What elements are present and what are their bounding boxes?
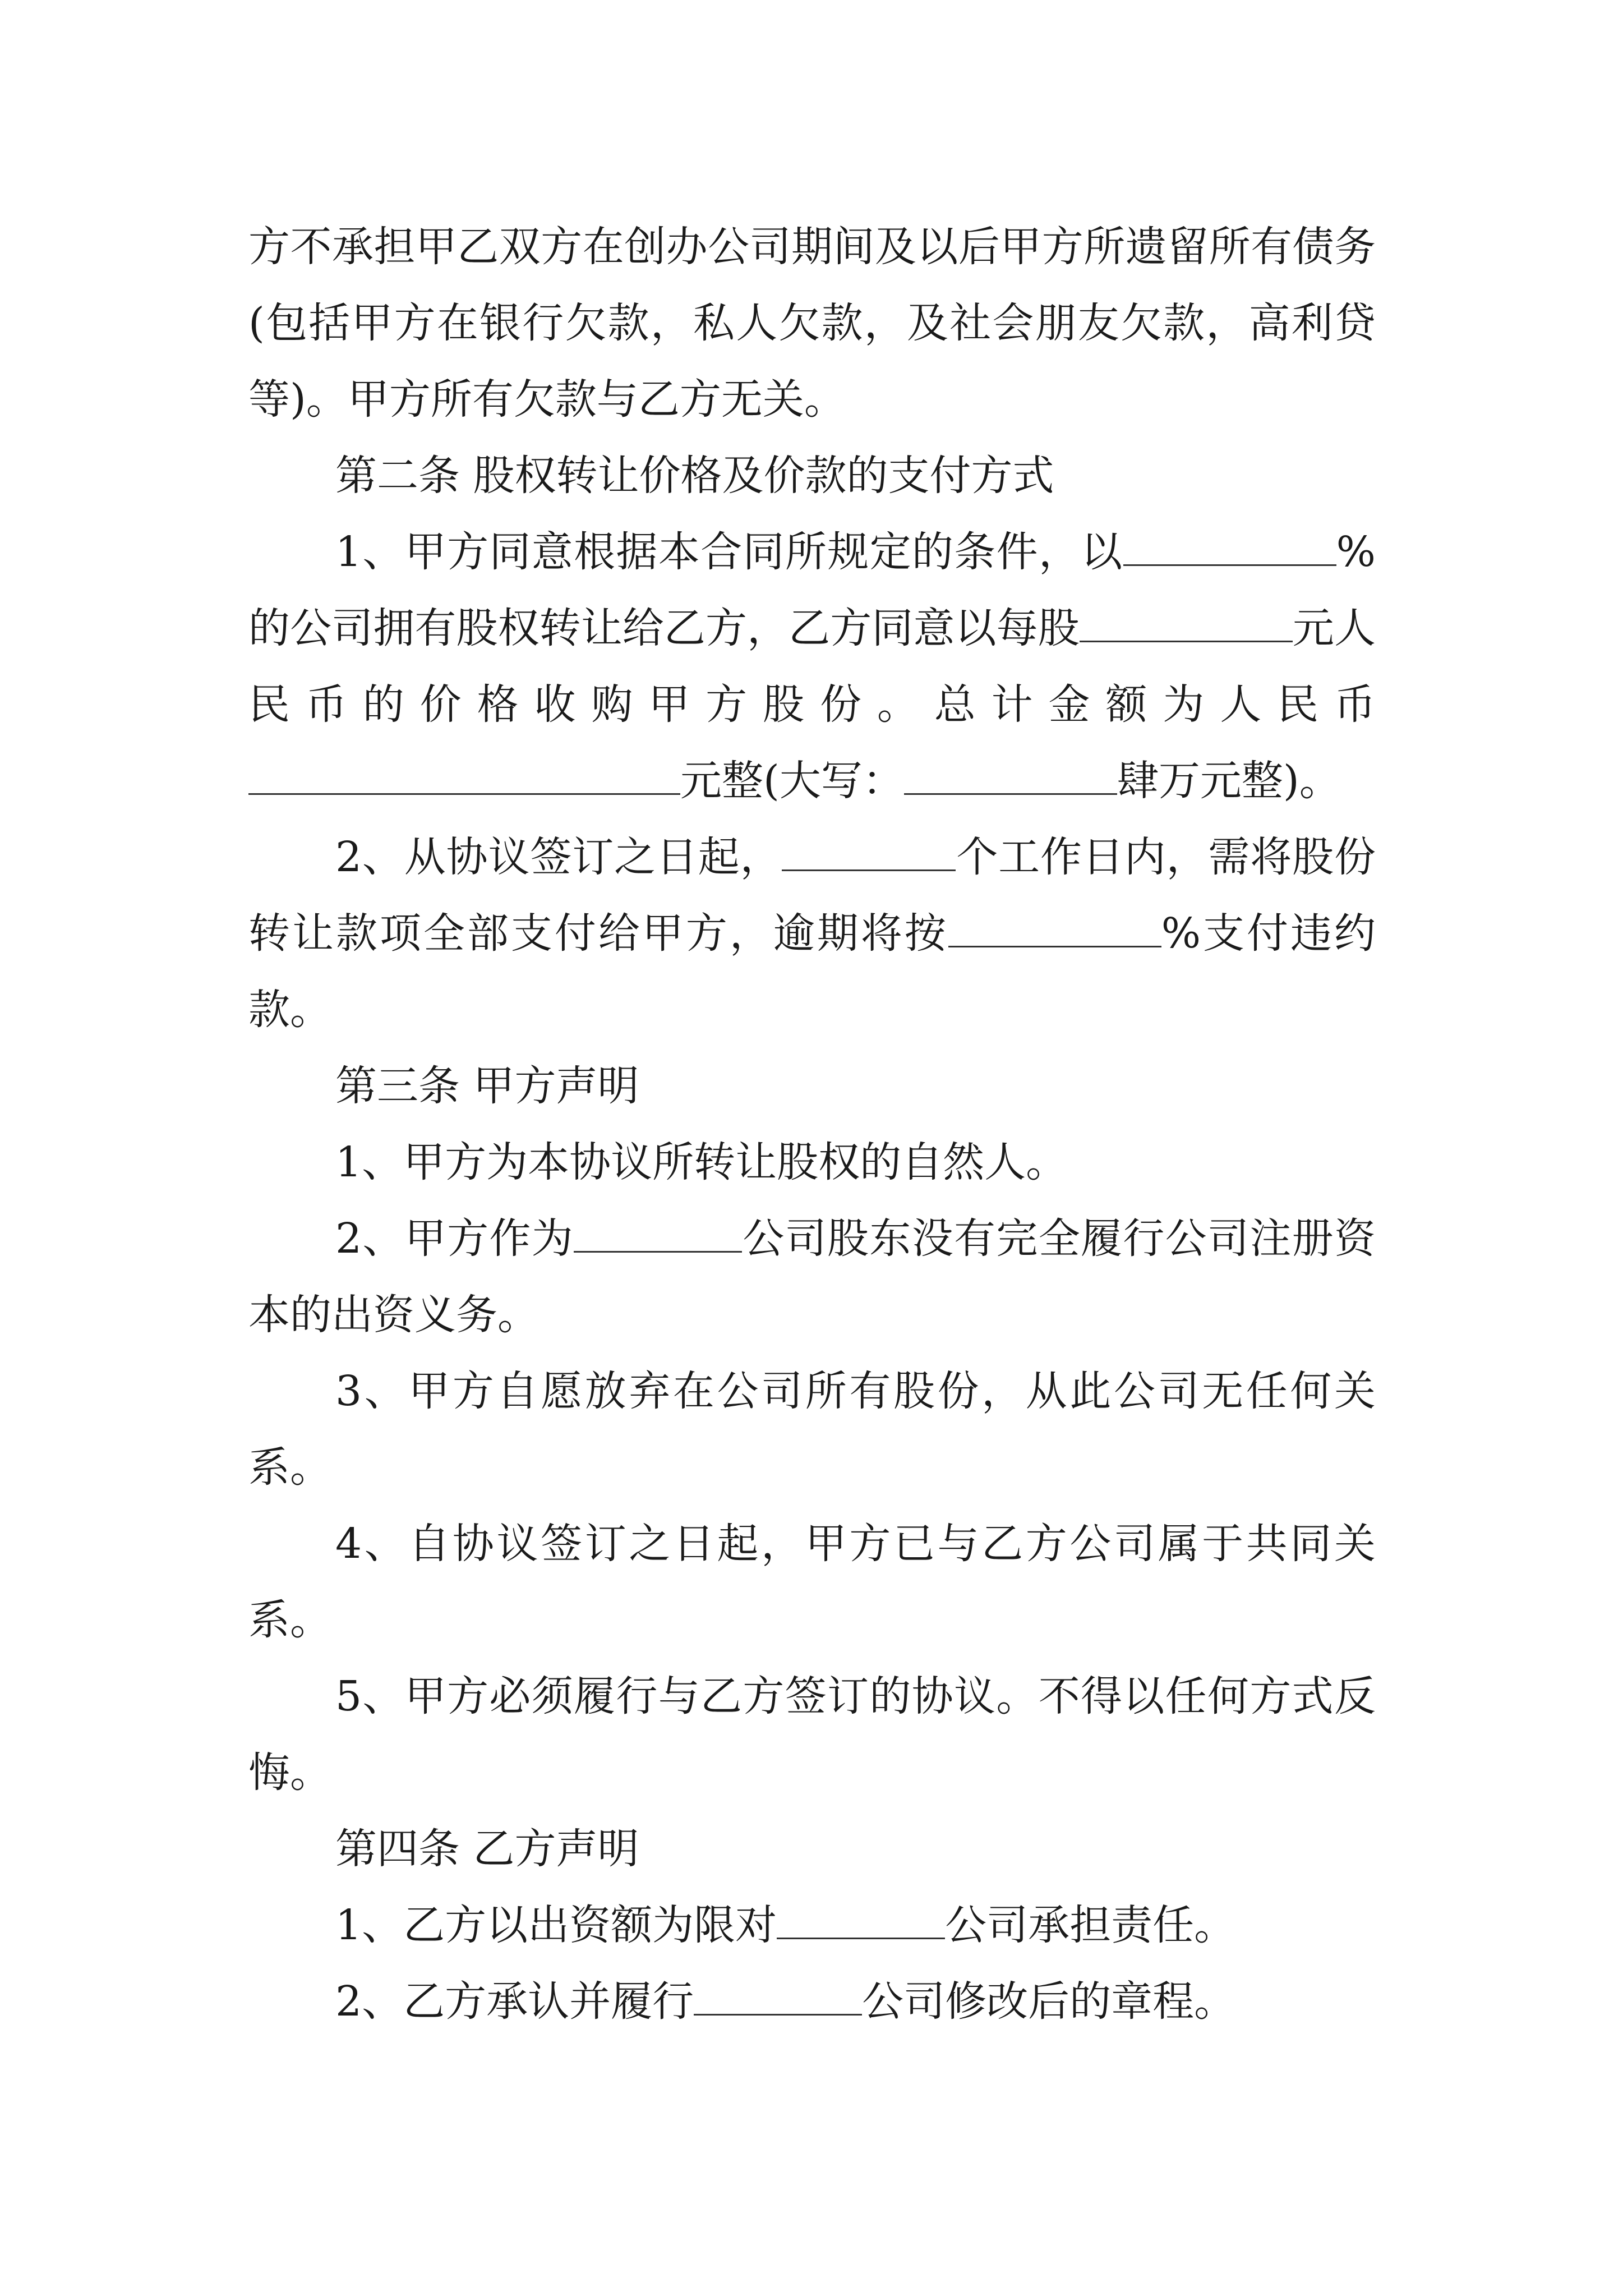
text-segment: 元人民币的价格收购甲方股份。总计金额为人民币 — [248, 604, 1376, 729]
heading-article-2: 第二条 股权转让价格及价款的支付方式 — [335, 452, 1054, 500]
paragraph-debt-clause: 方不承担甲乙双方在创办公司期间及以后甲方所遗留所有债务(包括甲方在银行欠款，私人欠款，及社会朋友欠款，高利贷等)。甲方所有欠款与乙方无关。 — [248, 223, 1376, 424]
paragraph-3-1: 1、甲方为本协议所转让股权的自然人。 — [335, 1138, 1068, 1186]
paragraph-3-5: 5、甲方必须履行与乙方签订的协议。不得以任何方式反悔。 — [248, 1672, 1376, 1797]
text-segment: 2、从协议签订之日起， — [335, 833, 782, 881]
blank-line — [574, 1217, 742, 1253]
paragraph-2-2 — [248, 819, 1376, 1048]
paragraph-4-2 — [248, 1963, 1376, 2040]
text-segment: %的公司拥有股权转让给乙方，乙方同意以每股 — [248, 528, 1376, 652]
blank-line — [694, 1980, 862, 2016]
text-segment: 2、甲方作为 — [335, 1214, 574, 1263]
blank-line — [777, 1904, 945, 1939]
document-body — [248, 209, 1376, 2040]
blank-line — [248, 760, 680, 795]
blank-line — [1080, 607, 1293, 642]
text-segment: 公司承担责任。 — [945, 1901, 1236, 1949]
paragraph-3-3: 3、甲方自愿放弃在公司所有股份，从此公司无任何关系。 — [248, 1367, 1376, 1492]
heading-article-4: 第四条 乙方声明 — [335, 1825, 639, 1873]
text-segment: 公司股东没有完全履行公司注册资本的出资义务。 — [248, 1214, 1376, 1339]
text-segment: 1、甲方同意根据本合同所规定的条件，以 — [335, 528, 1123, 576]
text-segment: 公司修改后的章程。 — [862, 1977, 1236, 2026]
text-segment: 2、乙方承认并履行 — [335, 1977, 694, 2026]
text-segment: %支付违约款。 — [248, 909, 1376, 1034]
text-segment: 肆万元整)。 — [1117, 757, 1341, 805]
paragraph-4-1 — [248, 1887, 1376, 1963]
text-segment: 1、乙方以出资额为限对 — [335, 1901, 777, 1949]
text-segment: 个工作日内，需将股份转让款项全部支付给甲方，逾期将按 — [248, 833, 1376, 958]
paragraph-3-2 — [248, 1200, 1376, 1353]
heading-article-3: 第三条 甲方声明 — [335, 1062, 639, 1110]
blank-line — [782, 836, 956, 871]
paragraph-2-1 — [248, 514, 1376, 819]
blank-line — [948, 912, 1161, 947]
text-segment: 元整(大写： — [680, 757, 904, 805]
blank-line — [1123, 531, 1336, 566]
paragraph-3-4: 4、自协议签订之日起，甲方已与乙方公司属于共同关系。 — [248, 1520, 1376, 1644]
blank-line — [904, 760, 1117, 795]
